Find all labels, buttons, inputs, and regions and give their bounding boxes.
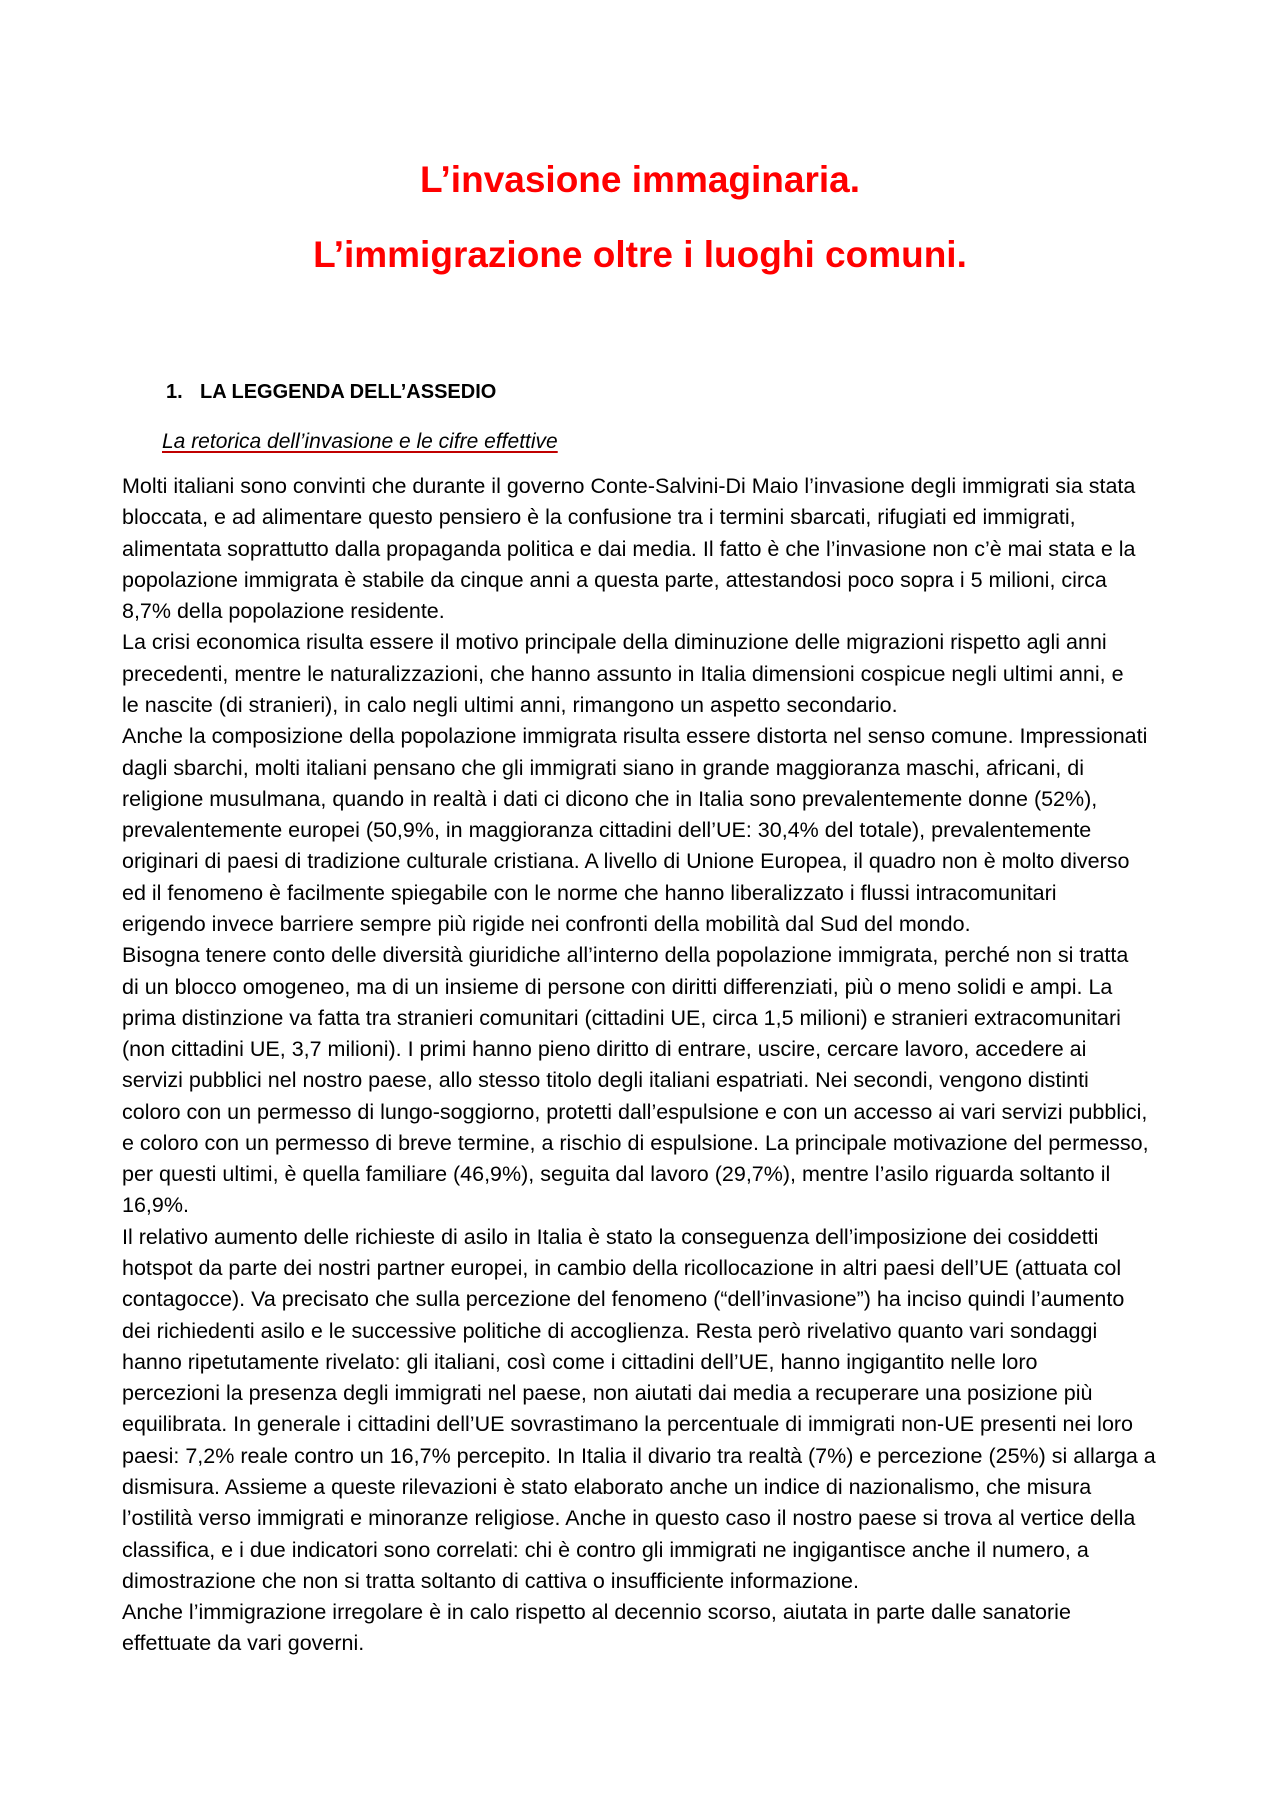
text-line: Molti italiani sono convinti che durante il governo Conte-Salvini-Di Maio l’invasione degli immigrati sia stata bbox=[122, 474, 1136, 498]
text-line: Anche l’immigrazione irregolare è in calo rispetto al decennio scorso, aiutata in parte dalle sanatorie bbox=[122, 1600, 1071, 1625]
text-line: dimostrazione che non si tratta soltanto di cattiva o insufficiente informazione. bbox=[122, 1568, 859, 1593]
text-line: precedenti, mentre le naturalizzazioni, che hanno assunto in Italia dimensioni cospicue negli ultimi anni, e bbox=[122, 661, 1124, 686]
text-line: coloro con un permesso di lungo-soggiorno, protetti dall’espulsione e con un accesso ai vari servizi pubblici, bbox=[122, 1099, 1148, 1124]
text-line: popolazione immigrata è stabile da cinque anni a questa parte, attestandosi poco sopra i 5 milioni, circa bbox=[122, 567, 1107, 592]
title-line-2: L’immigrazione oltre i luoghi comuni. bbox=[313, 234, 967, 275]
body-text bbox=[122, 471, 1156, 1660]
text-line: per questi ultimi, è quella familiare (46,9%), seguita dal lavoro (29,7%), mentre l’asilo riguarda soltanto il bbox=[122, 1162, 1111, 1187]
text-line: originari di paesi di tradizione culturale cristiana. A livello di Unione Europea, il quadro non è molto diverso bbox=[122, 849, 1130, 874]
paragraph-4 bbox=[122, 940, 1156, 1222]
paragraph-1 bbox=[122, 471, 1156, 627]
text-line: servizi pubblici nel nostro paese, allo stesso titolo degli italiani espatriati. Nei secondi, vengono distinti bbox=[122, 1068, 1089, 1093]
text-line: Bisogna tenere conto delle diversità giuridiche all’interno della popolazione immigrata, perché non si tratta bbox=[122, 943, 1129, 968]
section-number: 1. bbox=[166, 381, 183, 403]
title-line-1: L’invasione immaginaria. bbox=[419, 159, 861, 200]
text-line: prevalentemente europei (50,9%, in maggioranza cittadini dell’UE: 30,4% del totale), prevalentemente bbox=[122, 818, 1092, 843]
text-line: ed il fenomeno è facilmente spiegabile con le norme che hanno liberalizzato i flussi intracomunitari bbox=[122, 880, 1057, 905]
text-line: erigendo invece barriere sempre più rigide nei confronti della mobilità dal Sud del mondo. bbox=[122, 911, 971, 936]
section-heading bbox=[166, 377, 496, 408]
text-line: classifica, e i due indicatori sono correlati: chi è contro gli immigrati ne ingigantisce anche il numero, a bbox=[122, 1537, 1089, 1562]
text-line: bloccata, e ad alimentare questo pensiero è la confusione tra i termini sbarcati, rifugiati ed immigrati, bbox=[122, 505, 1076, 530]
text-line: hotspot da parte dei nostri partner europei, in cambio della ricollocazione in altri paesi dell’UE (attuata col bbox=[122, 1256, 1122, 1281]
text-line: e coloro con un permesso di breve termine, a rischio di espulsione. La principale motivazione del permesso, bbox=[122, 1130, 1149, 1155]
text-line: l’ostilità verso immigrati e minoranze religiose. Anche in questo caso il nostro paese si trova al vertice della bbox=[122, 1506, 1136, 1531]
section-subheading: La retorica dell’invasione e le cifre effettive bbox=[162, 430, 558, 453]
text-line: Il relativo aumento delle richieste di asilo in Italia è stato la conseguenza dell’imposizione dei cosiddetti bbox=[122, 1224, 1099, 1249]
text-line: di un blocco omogeneo, ma di un insieme di persone con diritti differenziati, più o meno solidi e ampi. La bbox=[122, 974, 1113, 999]
text-line: dismisura. Assieme a queste rilevazioni è stato elaborato anche un indice di nazionalismo, che misura bbox=[122, 1475, 1092, 1499]
paragraph-6 bbox=[122, 1597, 1156, 1660]
paragraph-3 bbox=[122, 721, 1156, 940]
text-line: religione musulmana, quando in realtà i dati ci dicono che in Italia sono prevalentemente donne (52%), bbox=[122, 786, 1098, 811]
text-line: paesi: 7,2% reale contro un 16,7% percepito. In Italia il divario tra realtà (7%) e percezione (25%) si allarga a bbox=[122, 1443, 1156, 1468]
text-line: dagli sbarchi, molti italiani pensano che gli immigrati siano in grande maggioranza maschi, africani, di bbox=[122, 755, 1085, 780]
document-title bbox=[0, 158, 1280, 277]
section-title: LA LEGGENDA DELL’ASSEDIO bbox=[200, 381, 497, 403]
text-line: hanno ripetutamente rivelato: gli italiani, così come i cittadini dell’UE, hanno ingigantito nelle loro bbox=[122, 1349, 1038, 1374]
text-line: 8,7% della popolazione residente. bbox=[122, 599, 445, 624]
text-line: le nascite (di stranieri), in calo negli ultimi anni, rimangono un aspetto secondario. bbox=[122, 692, 898, 717]
text-line: alimentata soprattutto dalla propaganda politica e dai media. Il fatto è che l’invasione non c’è mai stata e la bbox=[122, 536, 1136, 561]
text-line: effettuate da vari governi. bbox=[122, 1631, 365, 1656]
text-line: 16,9%. bbox=[122, 1193, 189, 1218]
paragraph-2 bbox=[122, 627, 1156, 721]
text-line: La crisi economica risulta essere il motivo principale della diminuzione delle migrazioni rispetto agli anni bbox=[122, 630, 1107, 655]
text-line: Anche la composizione della popolazione immigrata risulta essere distorta nel senso comune. Impressionati bbox=[122, 724, 1148, 749]
text-line: percezioni la presenza degli immigrati nel paese, non aiutati dai media a recuperare una posizione più bbox=[122, 1381, 1093, 1406]
paragraph-5 bbox=[122, 1222, 1156, 1597]
text-line: contagocce). Va precisato che sulla percezione del fenomeno (“dell’invasione”) ha inciso quindi l’aumento bbox=[122, 1287, 1125, 1312]
text-line: prima distinzione va fatta tra stranieri comunitari (cittadini UE, circa 1,5 milioni) e stranieri extracomunitari bbox=[122, 1005, 1121, 1030]
text-line: equilibrata. In generale i cittadini dell’UE sovrastimano la percentuale di immigrati non-UE presenti nei loro bbox=[122, 1412, 1134, 1437]
text-line: dei richiedenti asilo e le successive politiche di accoglienza. Resta però rivelativo quanto vari sondaggi bbox=[122, 1318, 1098, 1343]
text-line: (non cittadini UE, 3,7 milioni). I primi hanno pieno diritto di entrare, uscire, cercare lavoro, accedere ai bbox=[122, 1037, 1087, 1062]
